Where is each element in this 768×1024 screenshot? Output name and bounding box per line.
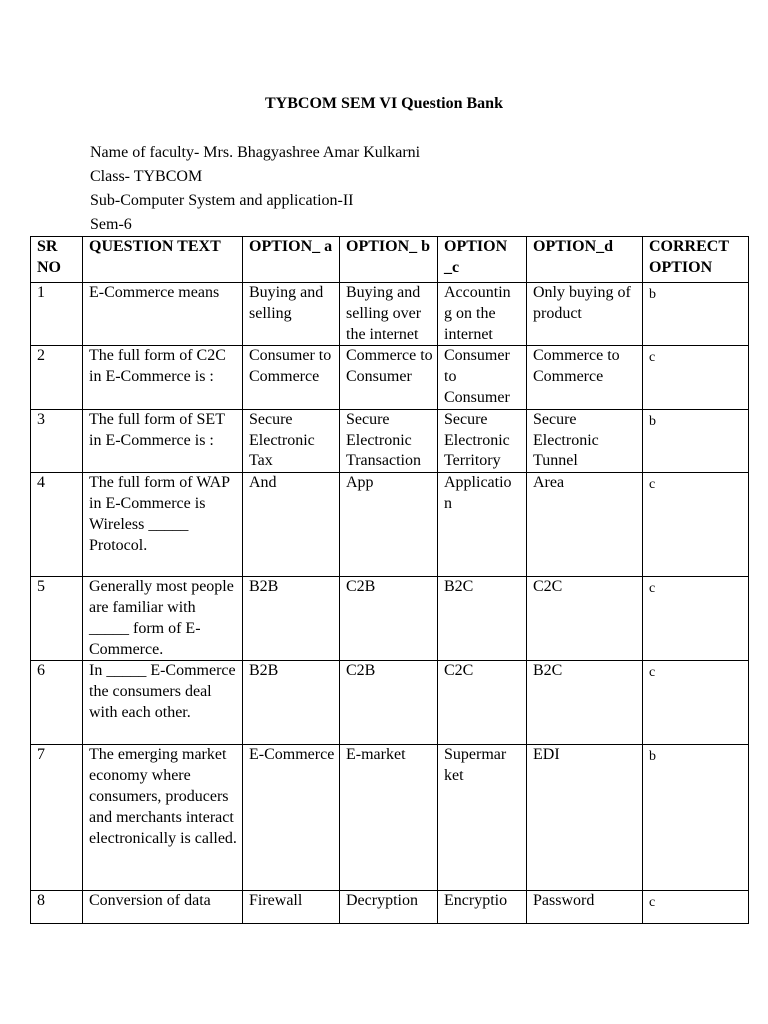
cell-question: The full form of C2C in E-Commerce is : <box>83 346 243 409</box>
cell-option-a: Buying and selling <box>243 283 340 346</box>
question-bank-table <box>30 236 749 924</box>
cell-question: Generally most people are familiar with _____ form of E-Commerce. <box>83 577 243 661</box>
cell-option-a: Consumer to Commerce <box>243 346 340 409</box>
cell-sr-no: 2 <box>31 346 83 409</box>
cell-option-b: Decryption <box>340 891 438 924</box>
cell-option-b: C2B <box>340 661 438 745</box>
table-row <box>31 473 749 577</box>
cell-sr-no: 4 <box>31 473 83 577</box>
cell-option-d: B2C <box>527 661 643 745</box>
header-option-d: OPTION_d <box>527 237 643 283</box>
cell-option-c: Supermar ket <box>438 745 527 891</box>
cell-option-d: Password <box>527 891 643 924</box>
cell-sr-no: 6 <box>31 661 83 745</box>
cell-option-b: C2B <box>340 577 438 661</box>
cell-option-d: Commerce to Commerce <box>527 346 643 409</box>
table-row <box>31 661 749 745</box>
cell-option-a: And <box>243 473 340 577</box>
cell-sr-no: 1 <box>31 283 83 346</box>
cell-option-b: Secure Electronic Transaction <box>340 409 438 472</box>
cell-question: The emerging market economy where consumers, producers and merchants interact electronically is called. <box>83 745 243 891</box>
table-row <box>31 891 749 924</box>
header-sr-no: SR NO <box>31 237 83 283</box>
cell-option-c: Consumer to Consumer <box>438 346 527 409</box>
semester: Sem-6 <box>90 216 132 233</box>
cell-option-d: EDI <box>527 745 643 891</box>
cell-option-c: B2C <box>438 577 527 661</box>
cell-correct-option: b <box>643 409 749 472</box>
faculty-name: Name of faculty- Mrs. Bhagyashree Amar Kulkarni <box>90 144 421 161</box>
cell-option-d: Only buying of product <box>527 283 643 346</box>
table-row <box>31 745 749 891</box>
cell-option-d: Secure Electronic Tunnel <box>527 409 643 472</box>
cell-option-a: B2B <box>243 661 340 745</box>
cell-correct-option: c <box>643 891 749 924</box>
subject-name: Sub-Computer System and application-II <box>90 192 354 209</box>
cell-question: The full form of WAP in E-Commerce is Wireless _____ Protocol. <box>83 473 243 577</box>
cell-option-d: C2C <box>527 577 643 661</box>
document-metadata <box>90 141 420 237</box>
cell-option-b: E-market <box>340 745 438 891</box>
cell-option-b: App <box>340 473 438 577</box>
table-row <box>31 409 749 472</box>
cell-option-a: B2B <box>243 577 340 661</box>
cell-question: In _____ E-Commerce the consumers deal with each other. <box>83 661 243 745</box>
cell-option-a: E-Commerce <box>243 745 340 891</box>
header-correct-option: CORRECT OPTION <box>643 237 749 283</box>
cell-option-a: Firewall <box>243 891 340 924</box>
cell-sr-no: 8 <box>31 891 83 924</box>
cell-option-c: Accountin g on the internet <box>438 283 527 346</box>
table-row <box>31 577 749 661</box>
cell-option-d: Area <box>527 473 643 577</box>
cell-correct-option: b <box>643 283 749 346</box>
table-row <box>31 346 749 409</box>
cell-sr-no: 5 <box>31 577 83 661</box>
cell-question: The full form of SET in E-Commerce is : <box>83 409 243 472</box>
header-question-text: QUESTION TEXT <box>83 237 243 283</box>
cell-option-c: Encryptio <box>438 891 527 924</box>
cell-correct-option: c <box>643 661 749 745</box>
cell-option-b: Buying and selling over the internet <box>340 283 438 346</box>
header-option-b: OPTION_ b <box>340 237 438 283</box>
cell-correct-option: c <box>643 473 749 577</box>
header-option-c: OPTION _c <box>438 237 527 283</box>
cell-option-b: Commerce to Consumer <box>340 346 438 409</box>
cell-correct-option: c <box>643 577 749 661</box>
cell-option-c: C2C <box>438 661 527 745</box>
cell-correct-option: b <box>643 745 749 891</box>
class-name: Class- TYBCOM <box>90 168 203 185</box>
cell-option-c: Applicatio n <box>438 473 527 577</box>
table-row <box>31 283 749 346</box>
cell-option-a: Secure Electronic Tax <box>243 409 340 472</box>
page-title: TYBCOM SEM VI Question Bank <box>265 95 503 112</box>
table-header-row <box>31 237 749 283</box>
cell-correct-option: c <box>643 346 749 409</box>
header-option-a: OPTION_ a <box>243 237 340 283</box>
cell-question: Conversion of data <box>83 891 243 924</box>
cell-option-c: Secure Electronic Territory <box>438 409 527 472</box>
cell-sr-no: 7 <box>31 745 83 891</box>
cell-sr-no: 3 <box>31 409 83 472</box>
cell-question: E-Commerce means <box>83 283 243 346</box>
